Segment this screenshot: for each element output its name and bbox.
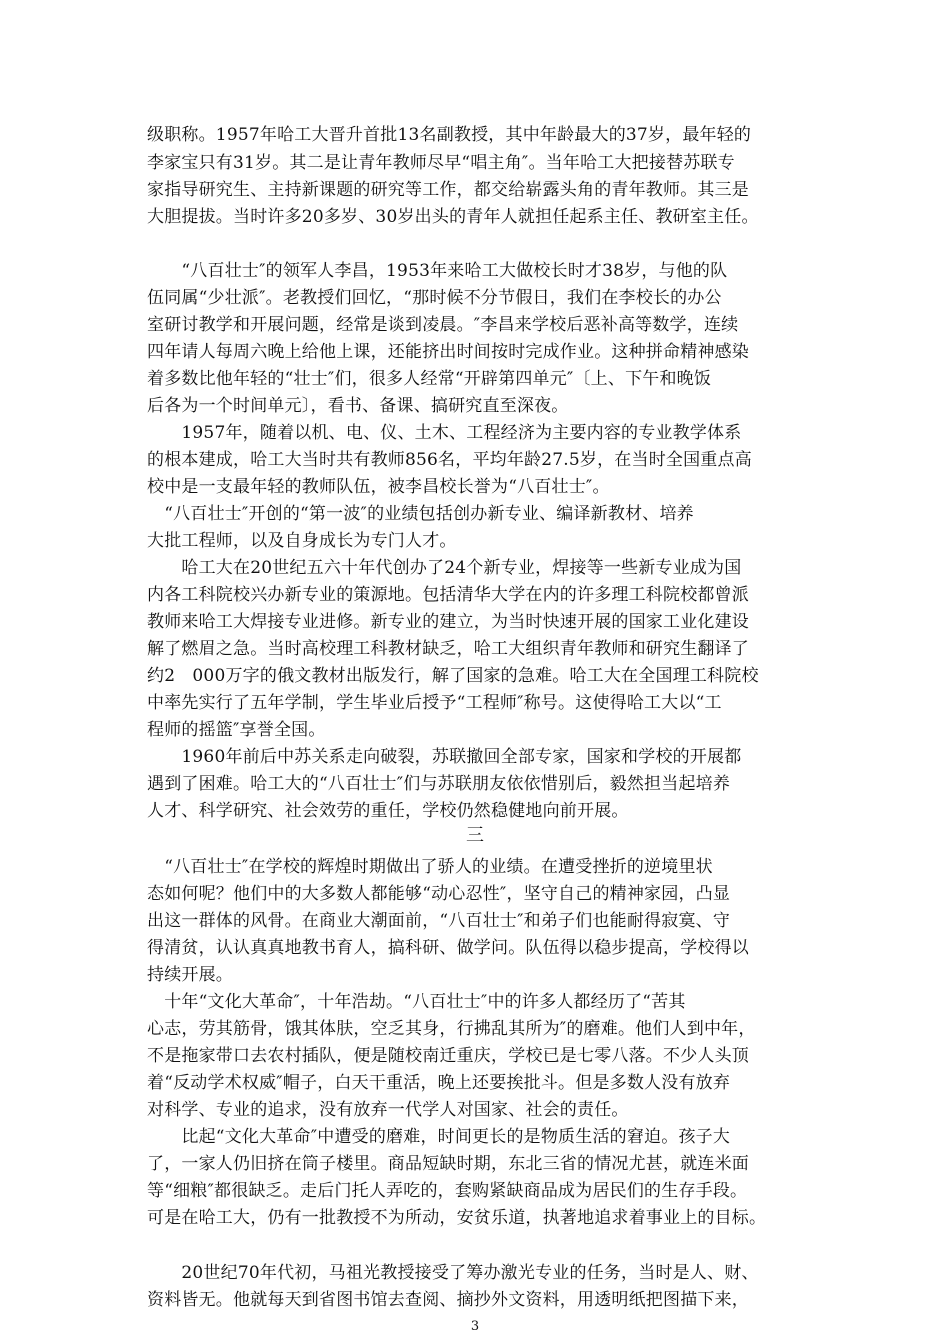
text-line: 约2 000万字的俄文教材出版发行，解了国家的急难。哈工大在全国理工科院校 bbox=[147, 666, 759, 686]
text-line: “八百壮士″在学校的辉煌时期做出了骄人的业绩。在遭受挫折的逆境里状 bbox=[147, 857, 713, 877]
text-line: 程师的摇篮″享誉全国。 bbox=[147, 720, 326, 740]
text-line: 哈工大在20世纪五六十年代创办了24个新专业，焊接等一些新专业成为国 bbox=[147, 558, 742, 578]
text-line: 的根本建成，哈工大当时共有教师856名，平均年龄27.5岁，在当时全国重点高 bbox=[147, 450, 752, 470]
text-line: 1960年前后中苏关系走向破裂，苏联撤回全部专家，国家和学校的开展都 bbox=[147, 747, 742, 767]
text-line: 心志，劳其筋骨，饿其体肤，空乏其身，行拂乱其所为″的磨难。他们人到中年， bbox=[147, 1019, 756, 1039]
text-line: 大批工程师，以及自身成长为专门人才。 bbox=[147, 531, 457, 551]
text-line: 20世纪70年代初，马祖光教授接受了筹办激光专业的任务，当时是人、财、 bbox=[147, 1263, 759, 1283]
text-line: 中率先实行了五年学制，学生毕业后授予“工程师″称号。这使得哈工大以“工 bbox=[147, 693, 722, 713]
text-line: 人才、科学研究、社会效劳的重任，学校仍然稳健地向前开展。 bbox=[147, 801, 629, 821]
section-heading: 三 bbox=[466, 825, 484, 846]
page-number: 3 bbox=[470, 1319, 480, 1334]
text-line: 级职称。1957年哈工大晋升首批13名副教授，其中年龄最大的37岁，最年轻的 bbox=[147, 125, 752, 145]
text-line: 室研讨教学和开展问题，经常是谈到凌晨。″李昌来学校后恶补高等数学，连续 bbox=[147, 315, 739, 335]
text-line: 伍同属“少壮派″。老教授们回忆，“那时候不分节假日，我们在李校长的办公 bbox=[147, 288, 722, 308]
text-line: 出这一群体的风骨。在商业大潮面前，“八百壮士″和弟子们也能耐得寂寞、守 bbox=[147, 911, 731, 931]
text-line: 1957年，随着以机、电、仪、土木、工程经济为主要内容的专业教学体系 bbox=[147, 423, 742, 443]
text-line: 校中是一支最年轻的教师队伍，被李昌校长誉为“八百壮士″。 bbox=[147, 477, 610, 497]
text-line: 得清贫，认认真真地教书育人，搞科研、做学问。队伍得以稳步提高，学校得以 bbox=[147, 938, 749, 958]
text-line: “八百壮士″开创的“第一波″的业绩包括创办新专业、编译新教材、培养 bbox=[147, 504, 694, 524]
text-line: 比起“文化大革命″中遭受的磨难，时间更长的是物质生活的窘迫。孩子大 bbox=[147, 1127, 731, 1147]
text-line: 内各工科院校兴办新专业的策源地。包括清华大学在内的许多理工科院校都曾派 bbox=[147, 585, 749, 605]
text-line: 四年请人每周六晚上给他上课，还能挤出时间按时完成作业。这种拼命精神感染 bbox=[147, 342, 749, 362]
text-line: 着“反动学术权威″帽子，白天干重活，晚上还要挨批斗。但是多数人没有放弃 bbox=[147, 1073, 731, 1093]
text-line: 不是拖家带口去农村插队，便是随校南迁重庆，学校已是七零八落。不少人头顶 bbox=[147, 1046, 749, 1066]
text-line: 十年“文化大革命″，十年浩劫。“八百壮士″中的许多人都经历了“苦其 bbox=[147, 992, 686, 1012]
text-line: 李家宝只有31岁。其二是让青年教师尽早“唱主角″。当年哈工大把接替苏联专 bbox=[147, 153, 735, 173]
text-line: 持续开展。 bbox=[147, 965, 233, 985]
text-line: 等“细粮″都很缺乏。走后门托人弄吃的，套购紧缺商品成为居民们的生存手段。 bbox=[147, 1181, 748, 1201]
text-line: 教师来哈工大焊接专业进修。新专业的建立，为当时快速开展的国家工业化建设 bbox=[147, 612, 749, 632]
text-line: “八百壮士″的领军人李昌，1953年来哈工大做校长时才38岁，与他的队 bbox=[147, 261, 728, 281]
text-line: 家指导研究生、主持新课题的研究等工作，都交给崭露头角的青年教师。其三是 bbox=[147, 180, 749, 200]
text-line: 资料皆无。他就每天到省图书馆去查阅、摘抄外文资料，用透明纸把图描下来， bbox=[147, 1290, 749, 1310]
text-line: 对科学、专业的追求，没有放弃一代学人对国家、社会的责任。 bbox=[147, 1100, 629, 1120]
text-line: 后各为一个时间单元〕，看书、备课、搞研究直至深夜。 bbox=[147, 396, 569, 416]
text-line: 可是在哈工大，仍有一批教授不为所动，安贫乐道，执著地追求着事业上的目标。 bbox=[147, 1208, 767, 1228]
text-line: 了，一家人仍旧挤在筒子楼里。商品短缺时期，东北三省的情况尤甚，就连米面 bbox=[147, 1154, 749, 1174]
text-line: 态如何呢？他们中的大多数人都能够“动心忍性″，坚守自己的精神家园，凸显 bbox=[147, 884, 731, 904]
text-line: 解了燃眉之急。当时高校理工科教材缺乏，哈工大组织青年教师和研究生翻译了 bbox=[147, 639, 749, 659]
text-line: 遇到了困难。哈工大的“八百壮士″们与苏联朋友依依惜别后，毅然担当起培养 bbox=[147, 774, 731, 794]
text-line: 大胆提拔。当时许多20多岁、30岁出头的青年人就担任起系主任、教研室主任。 bbox=[147, 207, 759, 227]
text-line: 着多数比他年轻的“壮士″们，很多人经常“开辟第四单元″〔上、下午和晚饭 bbox=[147, 369, 712, 389]
